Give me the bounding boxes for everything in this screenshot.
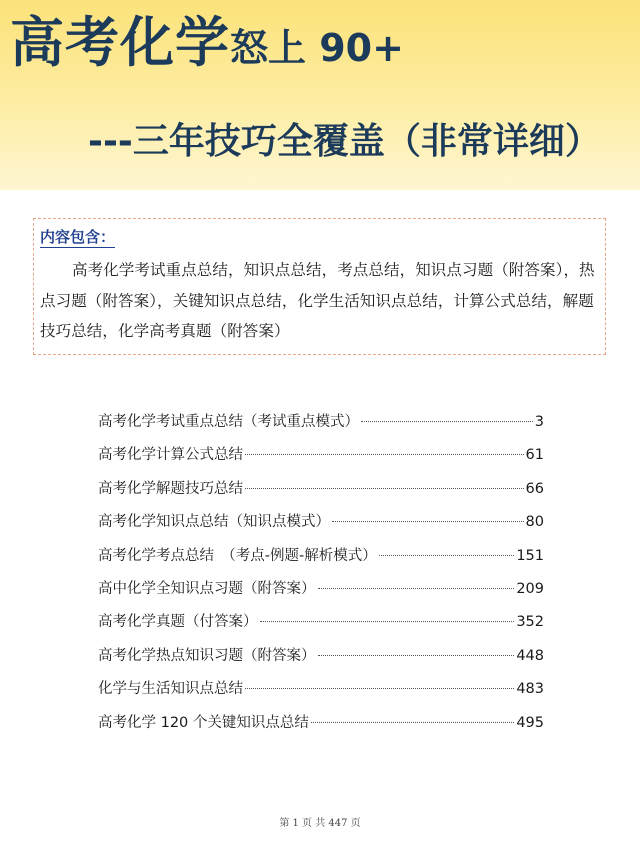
toc-entry-page-number: 352 xyxy=(516,614,544,631)
toc-entry[interactable] xyxy=(98,644,544,677)
toc-entry-title: 高考化学考试重点总结（考试重点模式） xyxy=(98,414,359,430)
toc-entry[interactable] xyxy=(98,544,544,577)
toc-entry-page-number: 61 xyxy=(525,447,544,464)
toc-leader-dots xyxy=(245,688,514,689)
toc-entry[interactable] xyxy=(98,610,544,643)
toc-leader-dots xyxy=(318,655,515,656)
toc-leader-dots xyxy=(332,521,524,522)
toc-entry-title: 高考化学考点总结 （考点-例题-解析模式） xyxy=(98,547,377,564)
toc-entry-title: 高考化学热点知识习题（附答案） xyxy=(98,647,316,664)
toc-entry-title: 化学与生活知识点总结 xyxy=(98,681,243,698)
toc-entry-title: 高考化学解题技巧总结 xyxy=(98,480,243,497)
toc-entry-page-number: 3 xyxy=(534,414,544,430)
toc-entry-title: 高考化学 120 个关键知识点总结 xyxy=(98,714,309,731)
toc-entry-title: 高中化学全知识点习题（附答案） xyxy=(98,580,316,597)
toc-entry[interactable] xyxy=(98,510,544,543)
toc-entry[interactable] xyxy=(98,677,544,710)
toc-entry-page-number: 209 xyxy=(516,580,544,597)
toc-leader-dots xyxy=(245,488,524,489)
toc-entry-title: 高考化学真题（付答案） xyxy=(98,614,258,631)
contents-summary-box xyxy=(33,218,606,355)
toc-entry[interactable] xyxy=(98,711,544,744)
toc-leader-dots xyxy=(361,421,533,422)
toc-leader-dots xyxy=(311,722,514,723)
toc-entry-page-number: 483 xyxy=(516,681,544,698)
summary-text: 高考化学考试重点总结，知识点总结，考点总结，知识点习题（附答案），热点习题（附答案），关键知识点总结，化学生活知识点总结，计算公式总结，解题技巧总结，化学高考真题（附答案） xyxy=(40,261,595,340)
toc-entry[interactable] xyxy=(98,477,544,510)
title-suffix: 怒上 90+ xyxy=(230,26,404,70)
table-of-contents xyxy=(98,410,544,744)
toc-leader-dots xyxy=(379,555,515,556)
toc-entry-page-number: 80 xyxy=(525,514,544,531)
page-footer: 第 1 页 共 447 页 xyxy=(279,818,361,829)
toc-entry-title: 高考化学计算公式总结 xyxy=(98,447,243,464)
page-title xyxy=(10,11,404,74)
toc-entry-title: 高考化学知识点总结（知识点模式） xyxy=(98,514,330,531)
title-main: 高考化学 xyxy=(10,11,230,74)
toc-leader-dots xyxy=(245,454,524,455)
toc-entry-page-number: 66 xyxy=(525,480,544,497)
toc-entry[interactable] xyxy=(98,443,544,476)
toc-entry-page-number: 151 xyxy=(516,547,544,564)
toc-entry-page-number: 495 xyxy=(516,714,544,731)
title-banner xyxy=(0,0,640,190)
toc-entry[interactable] xyxy=(98,410,544,443)
page-subtitle: ---三年技巧全覆盖（非常详细） xyxy=(88,121,601,162)
toc-entry[interactable] xyxy=(98,577,544,610)
toc-entry-page-number: 448 xyxy=(516,647,544,664)
toc-leader-dots xyxy=(260,621,515,622)
summary-label: 内容包含： xyxy=(40,228,116,246)
toc-leader-dots xyxy=(318,588,515,589)
